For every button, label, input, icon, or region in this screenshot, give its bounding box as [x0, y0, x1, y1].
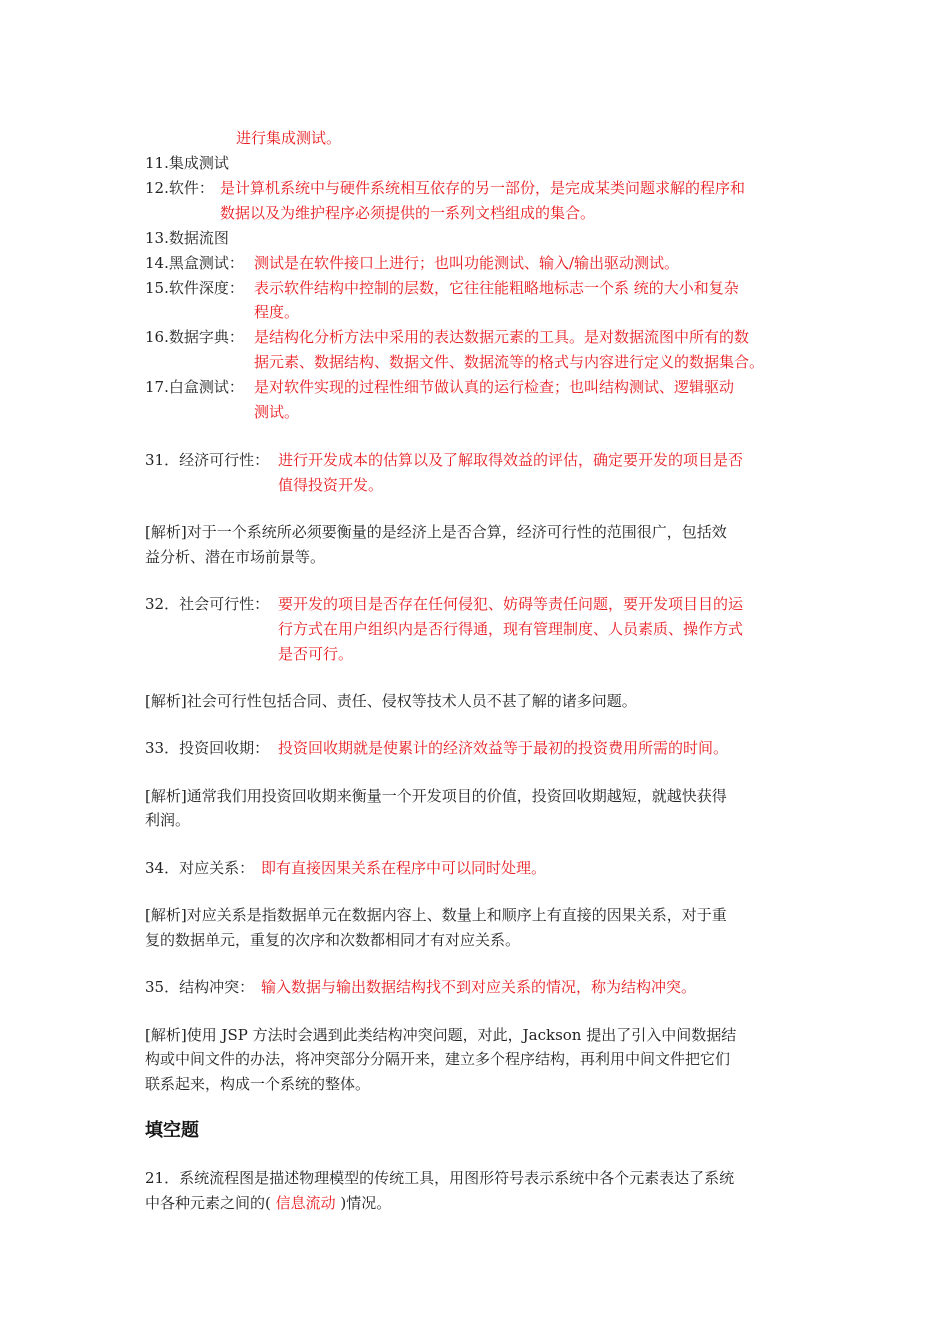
term-16-definition-cont: 据元素、数据结构、数据文件、数据流等的格式与内容进行定义的数据集合。	[254, 353, 765, 371]
term-17-definition: 是对软件实现的过程性细节做认真的运行检查；也叫结构测试、逻辑驱动	[254, 378, 735, 396]
term-35-label: 35．结构冲突：	[145, 978, 255, 996]
term-12-definition-cont: 数据以及为维护程序必须提供的一系列文档组成的集合。	[220, 204, 596, 222]
term-35-definition: 输入数据与输出数据结构找不到对应关系的情况，称为结构冲突。	[261, 978, 697, 996]
term-14-definition: 测试是在软件接口上进行；也叫功能测试、输入/输出驱动测试。	[254, 254, 680, 272]
term-32-definition-cont2: 是否可行。	[278, 645, 354, 663]
term-14-label: 14.黑盒测试：	[145, 254, 244, 272]
term-31-label: 31．经济可行性：	[145, 451, 270, 469]
term-32-definition-cont: 行方式在用户组织内是否行得通，现有管理制度、人员素质、操作方式	[278, 620, 744, 638]
fill-21-prefix: 中各种元素之间的(	[145, 1194, 271, 1212]
analysis-33-cont: 利润。	[145, 811, 191, 829]
fill-21-suffix: )情况。	[340, 1194, 392, 1212]
term-32-definition: 要开发的项目是否存在任何侵犯、妨碍等责任问题，要开发项目目的运	[278, 595, 744, 613]
term-32-label: 32．社会可行性：	[145, 595, 270, 613]
term-16-label: 16.数据字典：	[145, 328, 244, 346]
term-15-definition-cont: 程度。	[254, 303, 300, 321]
term-13: 13.数据流图	[145, 229, 229, 247]
fill-21-answer: 信息流动	[270, 1194, 341, 1212]
term-15-definition: 表示软件结构中控制的层数，它往往能粗略地标志一个系 统的大小和复杂	[254, 279, 739, 297]
analysis-33: [解析]通常我们用投资回收期来衡量一个开发项目的价值，投资回收期越短，就越快获得	[145, 787, 727, 805]
fill-21-question-cont	[145, 1193, 391, 1213]
term-11: 11.集成测试	[145, 154, 229, 172]
analysis-34-cont: 复的数据单元，重复的次序和次数都相同才有对应关系。	[145, 931, 521, 949]
analysis-35-cont: 构或中间文件的办法，将冲突部分分隔开来，建立多个程序结构，再利用中间文件把它们	[145, 1050, 731, 1068]
fill-21-question: 21．系统流程图是描述物理模型的传统工具，用图形符号表示系统中各个元素表达了系统	[145, 1169, 735, 1187]
analysis-31-cont: 益分析、潜在市场前景等。	[145, 548, 326, 566]
analysis-35-cont2: 联系起来，构成一个系统的整体。	[145, 1075, 371, 1093]
analysis-31: [解析]对于一个系统所必须要衡量的是经济上是否合算，经济可行性的范围很广，包括效	[145, 523, 727, 541]
term-17-definition-cont: 测试。	[254, 403, 300, 421]
term-12-definition: 是计算机系统中与硬件系统相互依存的另一部份，是完成某类问题求解的程序和	[220, 179, 746, 197]
term-34-label: 34．对应关系：	[145, 859, 255, 877]
term-31-definition-cont: 值得投资开发。	[278, 476, 384, 494]
continuation-text: 进行集成测试。	[236, 129, 342, 147]
analysis-32: [解析]社会可行性包括合同、责任、侵权等技术人员不甚了解的诸多问题。	[145, 692, 637, 710]
analysis-34: [解析]对应关系是指数据单元在数据内容上、数量上和顺序上有直接的因果关系，对于重	[145, 906, 727, 924]
term-17-label: 17.白盒测试：	[145, 378, 244, 396]
analysis-35: [解析]使用 JSP 方法时会遇到此类结构冲突问题，对此，Jackson 提出了引入中间数据结	[145, 1026, 737, 1044]
term-16-definition: 是结构化分析方法中采用的表达数据元素的工具。是对数据流图中所有的数	[254, 328, 750, 346]
term-33-label: 33．投资回收期：	[145, 739, 270, 757]
term-31-definition: 进行开发成本的估算以及了解取得效益的评估，确定要开发的项目是否	[278, 451, 744, 469]
term-15-label: 15.软件深度：	[145, 279, 244, 297]
term-33-definition: 投资回收期就是使累计的经济效益等于最初的投资费用所需的时间。	[278, 739, 729, 757]
term-34-definition: 即有直接因果关系在程序中可以同时处理。	[261, 859, 547, 877]
term-12-label: 12.软件：	[145, 179, 214, 197]
section-heading-fill-in: 填空题	[145, 1120, 199, 1141]
